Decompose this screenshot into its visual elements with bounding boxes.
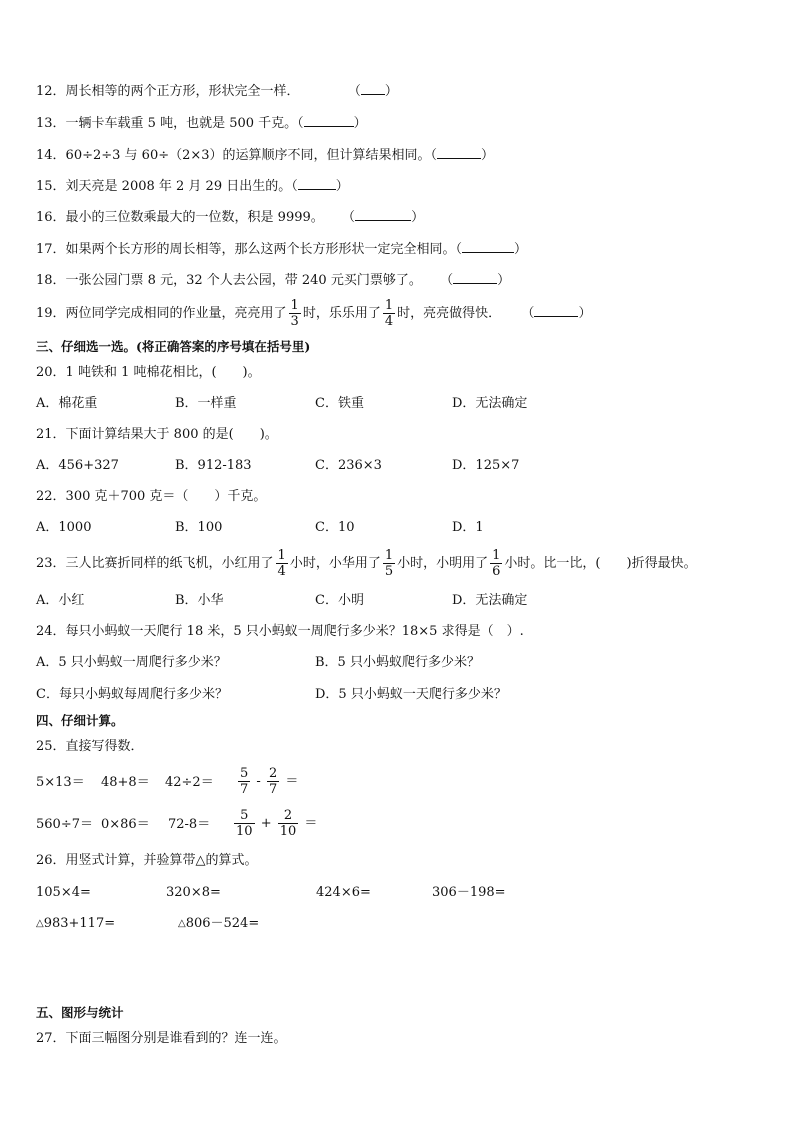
- q18: [36, 271, 510, 290]
- q25-r2-c2: 0×86＝: [101, 817, 150, 832]
- q23-option-c[interactable]: C．小明: [315, 593, 364, 608]
- q13: [36, 114, 367, 133]
- q17-text: 17．如果两个长方形的周长相等，那么这两个长方形形状一定完全相同。（: [36, 242, 463, 257]
- q22-stem: 22．300 克＋700 克＝（ ）千克。: [36, 489, 267, 504]
- q18-answer[interactable]: （ ）: [440, 273, 511, 288]
- section-4-title: 四、仔细计算。: [36, 713, 124, 728]
- q24-option-c[interactable]: C．每只小蚂蚁每周爬行多少米？: [36, 687, 228, 702]
- q20-stem: 20．1 吨铁和 1 吨棉花相比，( )。: [36, 365, 261, 380]
- q26-r1-c1: 105×4=: [36, 885, 91, 900]
- q26-r2-c1: △983+117=: [36, 916, 116, 931]
- q25-r2-fraction-expr: $\frac{5}{10}$ + $\frac{2}{10}$ ＝: [236, 808, 318, 839]
- q24-option-b[interactable]: B．5 只小蚂蚁爬行多少米？: [315, 655, 480, 670]
- q12-text: 12．周长相等的两个正方形，形状完全一样．: [36, 84, 300, 99]
- q16: [36, 208, 424, 227]
- q23-option-a[interactable]: A．小红: [36, 593, 85, 608]
- q13-text: 13．一辆卡车载重 5 吨，也就是 500 千克。（: [36, 116, 304, 131]
- q24-option-d[interactable]: D．5 只小蚂蚁一天爬行多少米？: [315, 687, 507, 702]
- q21-stem: 21．下面计算结果大于 800 的是( )。: [36, 427, 278, 442]
- q23-fraction-3: $\frac{1}{6}$: [492, 548, 501, 579]
- q25-r1-c2: 48+8＝: [101, 775, 150, 790]
- q25-r1-c3: 42÷2＝: [165, 775, 214, 790]
- q23-option-d[interactable]: D．无法确定: [452, 593, 528, 608]
- q12-answer[interactable]: （ ）: [347, 84, 398, 99]
- q14: [36, 146, 494, 165]
- q25-r1-c1: 5×13＝: [36, 775, 85, 790]
- q26-r1-c3: 424×6=: [316, 885, 371, 900]
- q16-answer[interactable]: （ ）: [342, 210, 425, 225]
- section-3-title: 三、仔细选一选。(将正确答案的序号填在括号里): [36, 339, 311, 354]
- q17: [36, 240, 527, 259]
- q14-answer[interactable]: ）: [437, 148, 494, 163]
- q20-option-a[interactable]: A．棉花重: [36, 396, 98, 411]
- q13-answer[interactable]: ）: [304, 116, 367, 131]
- q23-stem: 23．三人比赛折同样的纸飞机，小红用了 $\frac{1}{4}$ 小时，小华用了 $\frac{1}{5}$ 小时，小明用了 $\frac{1}{6}$ 小时。比一比，( )折得最快。: [36, 548, 697, 579]
- q23-fraction-2: $\frac{1}{5}$: [384, 548, 394, 579]
- q26-stem: 26．用竖式计算，并验算带△的算式。: [36, 853, 258, 868]
- q25-r1-fraction-expr: $\frac{5}{7}$ - $\frac{2}{7}$ ＝: [240, 766, 299, 797]
- q21-option-a[interactable]: A．456+327: [36, 458, 119, 473]
- q14-text: 14．60÷2÷3 与 60÷（2×3）的运算顺序不同，但计算结果相同。（: [36, 148, 438, 163]
- q19-fraction-1: $\frac{1}{3}$: [290, 298, 299, 329]
- q19-fraction-2: $\frac{1}{4}$: [384, 298, 394, 329]
- q12: [36, 82, 398, 101]
- q25-r2-c3: 72-8＝: [168, 817, 211, 832]
- q21-option-b[interactable]: B．912-183: [175, 458, 252, 473]
- q23-fraction-1: $\frac{1}{4}$: [277, 548, 286, 579]
- q27-stem: 27．下面三幅图分别是谁看到的？连一连。: [36, 1031, 287, 1046]
- q19: 19．两位同学完成相同的作业量，亮亮用了 $\frac{1}{3}$ 时，乐乐用了 $\frac{1}{4}$ 时，亮亮做得快． （ ）: [36, 298, 592, 329]
- q26-r1-c2: 320×8=: [166, 885, 221, 900]
- q21-option-d[interactable]: D．125×7: [452, 458, 520, 473]
- q16-text: 16．最小的三位数乘最大的一位数，积是 9999。: [36, 210, 324, 225]
- q15-text: 15．刘天亮是 2008 年 2 月 29 日出生的。（: [36, 179, 298, 194]
- q22-option-b[interactable]: B．100: [175, 520, 223, 535]
- q18-text: 18．一张公园门票 8 元，32 个人去公园，带 240 元买门票够了。: [36, 273, 422, 288]
- q25-r2-c1: 560÷7＝: [36, 817, 93, 832]
- q26-r2-c2: △806－524=: [178, 916, 260, 931]
- q20-option-c[interactable]: C．铁重: [315, 396, 364, 411]
- q21-option-c[interactable]: C．236×3: [315, 458, 382, 473]
- q22-option-d[interactable]: D．1: [452, 520, 484, 535]
- q23-option-b[interactable]: B．小华: [175, 593, 224, 608]
- q25-stem: 25．直接写得数．: [36, 739, 144, 754]
- q24-option-a[interactable]: A．5 只小蚂蚁一周爬行多少米？: [36, 655, 227, 670]
- q26-r1-c4: 306－198=: [432, 885, 506, 900]
- q20-option-d[interactable]: D．无法确定: [452, 396, 528, 411]
- q15-answer[interactable]: ）: [298, 179, 349, 194]
- q15: [36, 177, 349, 196]
- q22-option-a[interactable]: A．1000: [36, 520, 92, 535]
- q24-stem: 24．每只小蚂蚁一天爬行 18 米，5 只小蚂蚁一周爬行多少米？18×5 求得是（ ）.: [36, 624, 524, 639]
- q17-answer[interactable]: ）: [462, 242, 527, 257]
- q19-answer[interactable]: （ ）: [521, 306, 592, 321]
- section-5-title: 五、图形与统计: [36, 1005, 124, 1020]
- triangle-icon: △: [178, 918, 186, 929]
- q20-option-b[interactable]: B．一样重: [175, 396, 237, 411]
- q22-option-c[interactable]: C．10: [315, 520, 355, 535]
- triangle-icon: △: [36, 918, 44, 929]
